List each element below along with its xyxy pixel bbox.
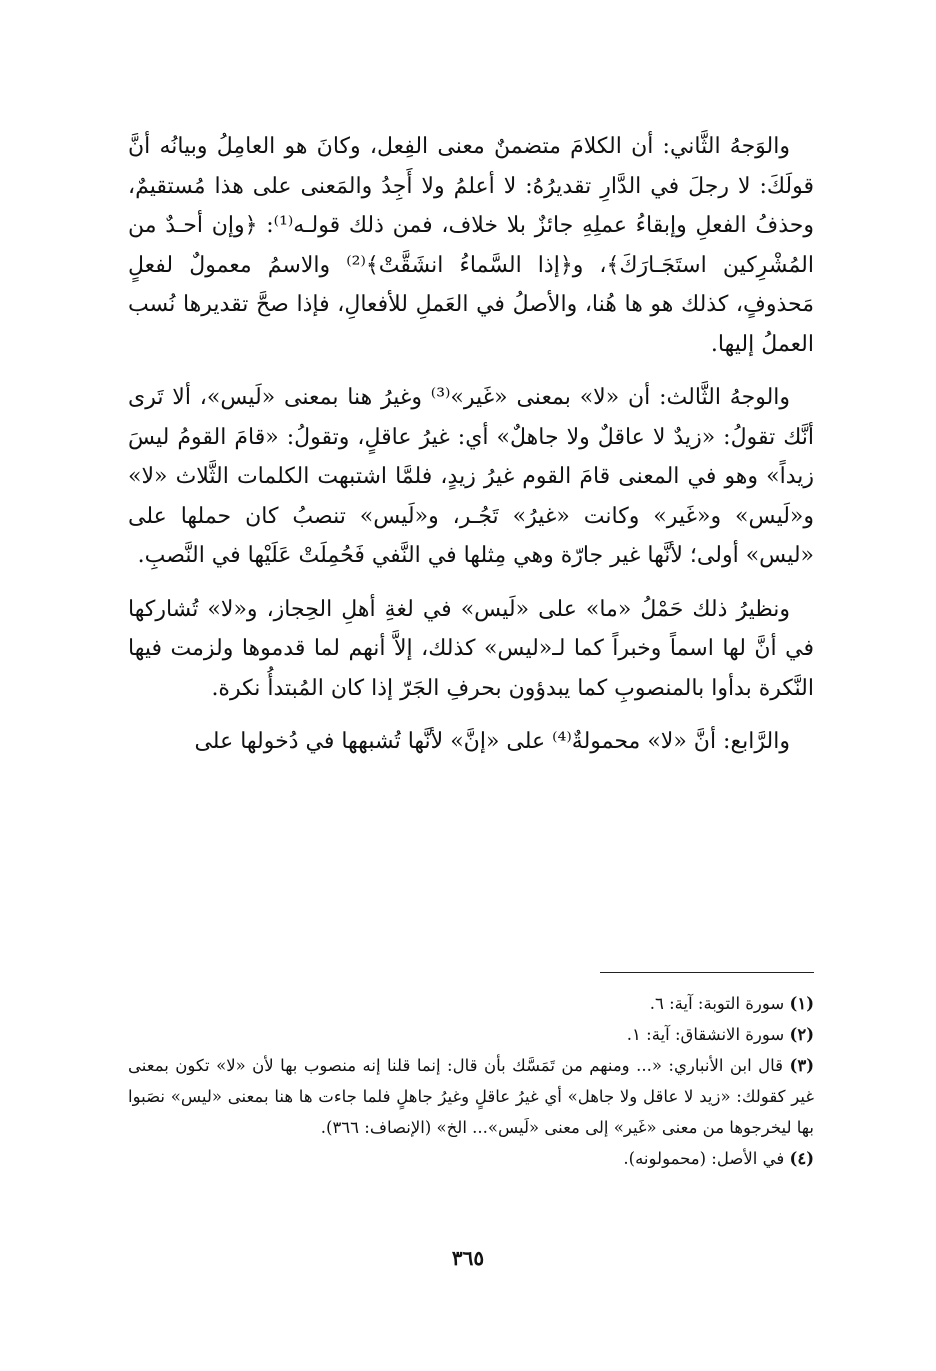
footnote-4 (128, 1143, 814, 1174)
footnote-number: (٤) (789, 1149, 814, 1168)
footnote-separator (600, 972, 814, 973)
footnote-3 (128, 1050, 814, 1143)
footnotes (128, 988, 814, 1174)
footnote-1 (128, 988, 814, 1019)
footnote-text: قال ابن الأنباري: «... ومنهم من تَمَسَّك بأن قال: إنما قلنا إنه منصوب بها لأن «لا» تكون بمعنى غير كقولك: «زيد لا عاقل ولا جاهل» أي غيرُ عاقلٍ وغيرُ جاهلٍ فلما جاءت ها هنا بمعنى «ليس» نصَبوا بها ليخرجوها من معنى «غَير» إلى معنى «لَيس»... الخ» (الإنصاف: ٣٦٦). (128, 1056, 814, 1137)
footnote-text: سورة الانشقاق: آية: ١. (626, 1025, 785, 1044)
footnote-number: (١) (789, 994, 814, 1013)
page-number: ٣٦٥ (451, 1246, 485, 1270)
paragraph-third-aspect: والوجهُ الثَّالث: أن «لا» بمعنى «غَير»⁽³⁾ وغيرُ هنا بمعنى «لَيس»، ألا تَرى أنَّك تقولُ: «زيدٌ لا عاقلٌ ولا جاهلٌ» أي: غيرُ عاقلٍ، وتقولُ: «قامَ القومُ ليسَ زيداً» وهو في المعنى قامَ القوم غيرُ زيدٍ، فلمَّا اشتبهت الكلمات الثَّلاث «لا» و«لَيس» و«غَير» وكانت «غيرُ» تَجُـر، و«لَيس» تنصبُ كان حملها على «ليس» أولى؛ لأنَّها غير جارّة وهي مِثلها في النَّفي فَحُمِلَتْ عَلَيْها في النَّصبِ. (128, 385, 814, 568)
footnote-number: (٢) (789, 1025, 814, 1044)
paragraph-second-aspect: والوَجهُ الثَّاني: أن الكلامَ متضمنٌ معنى الفِعل، وكانَ هو العامِلُ وبيانُه أنَّ قولَكَ: لا رجلَ في الدَّارِ تقديرُهُ: لا أعلمُ ولا أَجِدُ والمَعنى على هذا مُستقيمٌ، وحذفُ الفعلِ وإبقاءُ عملِهِ جائزٌ بلا خلاف، فمن ذلك قولـه⁽¹⁾: ﴿وإن أحـدٌ من المُشْرِكين استَجَـارَكَ﴾، و﴿إذا السَّماءُ انشَقَّتْ﴾⁽²⁾ والاسمُ معمولٌ لفعلٍ مَحذوفٍ، كذلك هو ها هُنا، والأصلُ في العَملِ للأفعالِ، فإذا صحَّ تقديرها نُسب العملُ إليها. (128, 134, 814, 357)
footnote-number: (٣) (789, 1056, 815, 1075)
main-text (128, 127, 814, 762)
paragraph-analogy: ونظيرُ ذلك حَمْلُ «ما» على «لَيس» في لغةِ أهلِ الحِجاز، و«لا» تُشاركها في أنَّ لها اسماً وخبراً كما لـ«ليس» كذلك، إلاَّ أنهم لما قدموها ولزمت فيها النَّكرة بدأوا بالمنصوبِ كما يبدؤون بحرفِ الجَرّ إذا كان المُبتدأُ نكرة. (128, 596, 814, 701)
footnote-text: سورة التوبة: آية: ٦. (649, 994, 785, 1013)
paragraph-fourth-aspect: والرَّابع: أنَّ «لا» محمولةٌ⁽⁴⁾ على «إنَّ» لأنَّها تُشبهها في دُخولها على (194, 729, 790, 754)
footnote-text: في الأصل: (محمولونه). (623, 1149, 785, 1168)
footnote-2 (128, 1019, 814, 1050)
